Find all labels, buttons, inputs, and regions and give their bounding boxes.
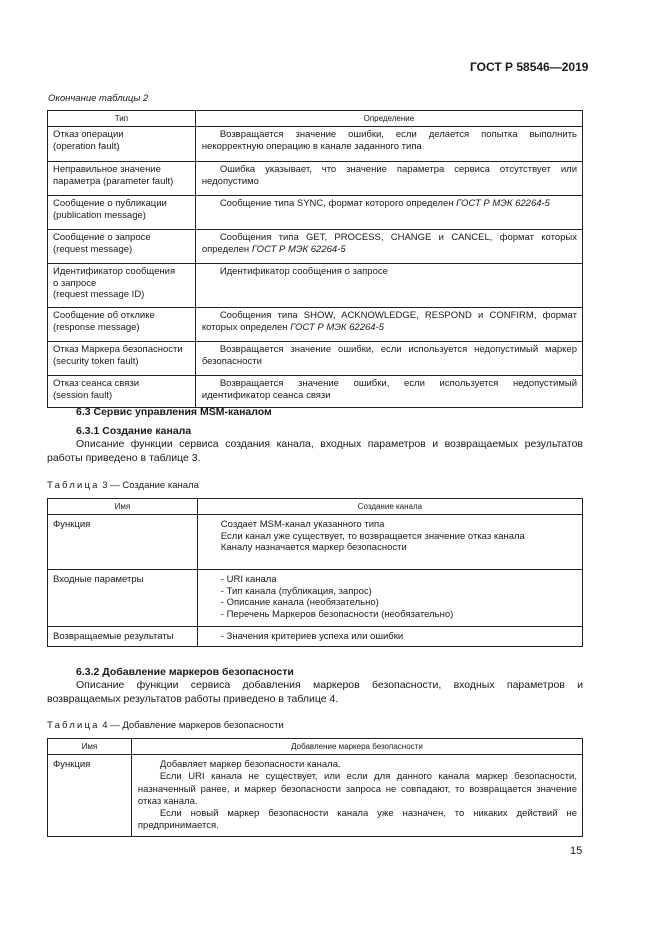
- description-cell: - Значения критериев успеха или ошибки: [197, 627, 582, 647]
- column-header-definition: Определение: [195, 111, 582, 127]
- table-header-row: [48, 111, 583, 127]
- description-cell: Добавляет маркер безопасности канала. Если URI канала не существует, или если для данного канала маркер безопасности, назначенный ранее, и маркер безопасности запроса не совпадают, то возвращается значение отказ канала. Если новый маркер безопасности канала уже назначен, то никаких действий не предпринимается.: [131, 755, 582, 837]
- document-code: ГОСТ Р 58546—2019: [470, 60, 589, 74]
- type-cell: Отказ операции (operation fault): [48, 127, 196, 162]
- type-cell: Сообщение о публикации (publication message): [48, 196, 196, 230]
- table-row: [48, 196, 583, 230]
- section-6-3-1-heading: 6.3.1 Создание канала: [76, 425, 192, 437]
- table-row: [48, 376, 583, 408]
- type-cell: Сообщение об отклике (response message): [48, 308, 196, 342]
- type-cell: Сообщение о запросе (request message): [48, 230, 196, 264]
- table3-caption: Таблица 3 — Создание канала: [47, 480, 199, 491]
- name-cell: Функция: [48, 755, 132, 837]
- column-header-add-token: Добавление маркера безопасности: [131, 739, 582, 755]
- name-cell: Входные параметры: [48, 570, 198, 627]
- definition-cell: Возвращается значение ошибки, если делается попытка выполнить некорректную операцию в канале заданного типа: [195, 127, 582, 162]
- table-row: [48, 627, 583, 647]
- table-row: [48, 570, 583, 627]
- definition-cell: Сообщения типа SHOW, ACKNOWLEDGE, RESPOND и CONFIRM, формат которых определен ГОСТ Р МЭК 62264-5: [195, 308, 582, 342]
- definition-cell: Сообщения типа GET, PROCESS, CHANGE и CANCEL, формат которых определен ГОСТ Р МЭК 62264-5: [195, 230, 582, 264]
- definition-cell: Возвращается значение ошибки, если используется недопустимый маркер безопасности: [195, 342, 582, 376]
- table-2: [47, 110, 583, 408]
- definition-cell: Идентификатор сообщения о запросе: [195, 264, 582, 308]
- table-header-row: [48, 739, 583, 755]
- name-cell: Функция: [48, 515, 198, 570]
- table-header-row: [48, 499, 583, 515]
- page-number: 15: [570, 845, 583, 857]
- table-4: [47, 738, 583, 837]
- column-header-name: Имя: [48, 739, 132, 755]
- section-6-3-heading: 6.3 Сервис управления MSM-каналом: [76, 406, 272, 418]
- type-cell: Неправильное значение параметра (parameter fault): [48, 162, 196, 196]
- table-row: [48, 230, 583, 264]
- column-header-name: Имя: [48, 499, 198, 515]
- type-cell: Идентификатор сообщения о запросе (request message ID): [48, 264, 196, 308]
- table-row: [48, 308, 583, 342]
- type-cell: Отказ Маркера безопасности (security token fault): [48, 342, 196, 376]
- section-6-3-2-paragraph: Описание функции сервиса добавления маркеров безопасности, входных параметров и возвращаемых результатов работы приведено в таблице 4.: [47, 679, 583, 705]
- definition-cell: Ошибка указывает, что значение параметра сервиса отсутствует или недопустимо: [195, 162, 582, 196]
- table-row: [48, 264, 583, 308]
- table-row: [48, 755, 583, 837]
- table-3: [47, 498, 583, 647]
- type-cell: Отказ сеанса связи (session fault): [48, 376, 196, 408]
- name-cell: Возвращаемые результаты: [48, 627, 198, 647]
- table2-continuation-caption: Окончание таблицы 2: [48, 93, 149, 104]
- table-row: [48, 342, 583, 376]
- column-header-create-channel: Создание канала: [197, 499, 582, 515]
- definition-cell: Возвращается значение ошибки, если используется недопустимый идентификатор сеанса связи: [195, 376, 582, 408]
- section-6-3-1-paragraph: Описание функции сервиса создания канала, входных параметров и возвращаемых результатов работы приведено в таблице 3.: [47, 438, 583, 464]
- description-cell: Создает MSM-канал указанного типа Если канал уже существует, то возвращается значение отказ канала Каналу назначается маркер безопасности: [197, 515, 582, 570]
- column-header-type: Тип: [48, 111, 196, 127]
- table4-caption: Таблица 4 — Добавление маркеров безопасности: [47, 720, 284, 731]
- definition-cell: Сообщение типа SYNC, формат которого определен ГОСТ Р МЭК 62264-5: [195, 196, 582, 230]
- table-row: [48, 515, 583, 570]
- section-6-3-2-heading: 6.3.2 Добавление маркеров безопасности: [76, 666, 294, 678]
- description-cell: - URI канала - Тип канала (публикация, запрос) - Описание канала (необязательно) - Перечень Маркеров безопасности (необязательно): [197, 570, 582, 627]
- table-row: [48, 127, 583, 162]
- table-row: [48, 162, 583, 196]
